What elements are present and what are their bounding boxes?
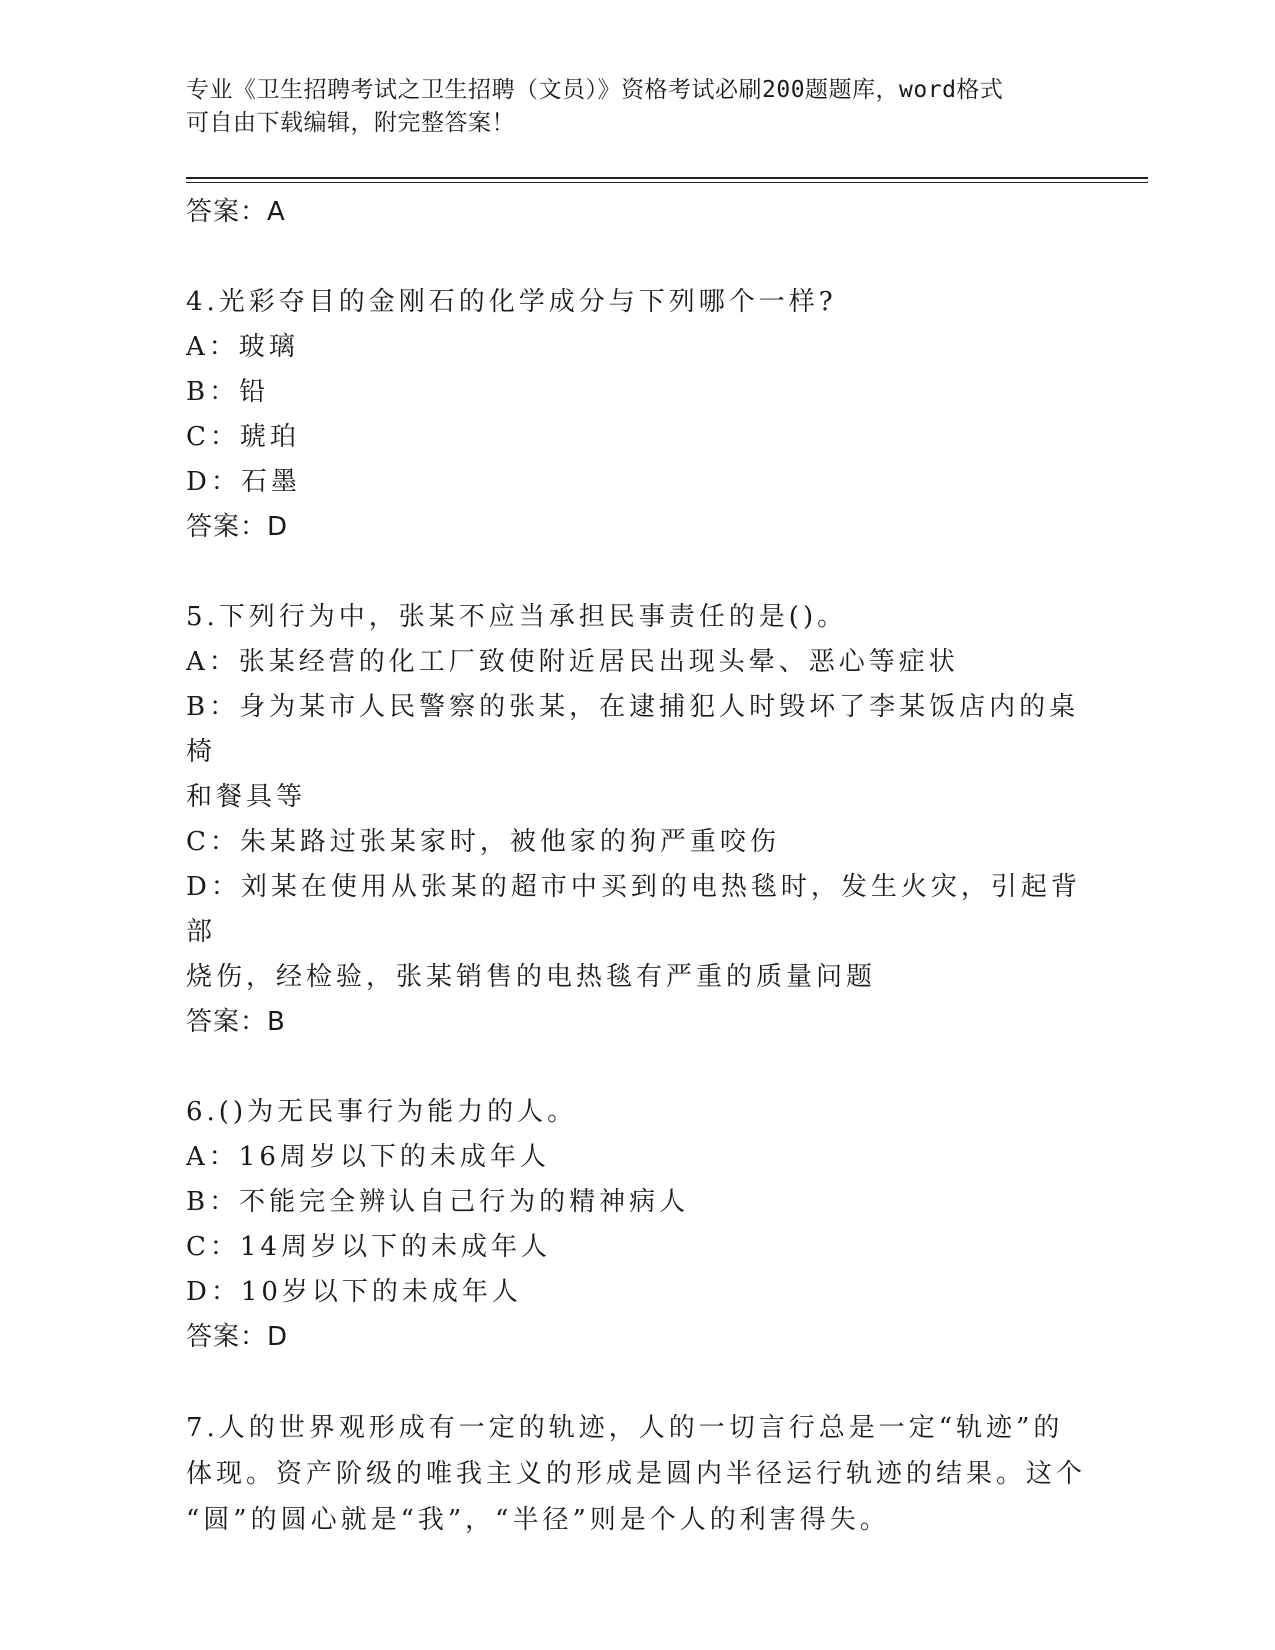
option-c: C：朱某路过张某家时，被他家的狗严重咬伤 [186, 827, 780, 857]
header-rule-thin [186, 182, 1148, 183]
option-d-line-1: D：刘某在使用从张某的超市中买到的电热毯时，发生火灾，引起背部 [186, 872, 1081, 947]
spacer [186, 1360, 1086, 1405]
question-stem: 4.光彩夺目的金刚石的化学成分与下列哪个一样? [186, 287, 837, 317]
option-c: C：14周岁以下的未成年人 [186, 1232, 551, 1262]
question-list [186, 190, 1086, 1543]
header-line-1: 专业《卫生招聘考试之卫生招聘（文员）》资格考试必刷200题题库，word格式 [186, 77, 1004, 103]
header-rule-thick [186, 177, 1148, 179]
option-d-line-2: 烧伤，经检验，张某销售的电热毯有严重的质量问题 [186, 962, 877, 992]
option-c: C：琥珀 [186, 422, 300, 452]
question-5 [186, 595, 1086, 1045]
question-stem: 6.()为无民事行为能力的人。 [186, 1097, 578, 1127]
question-4 [186, 280, 1086, 550]
option-d: D：10岁以下的未成年人 [186, 1277, 522, 1307]
answer-previous: 答案：A [186, 197, 286, 227]
option-b: B：不能完全辨认自己行为的精神病人 [186, 1187, 690, 1217]
question-stem-line-1: 7.人的世界观形成有一定的轨迹，人的一切言行总是一定“轨迹”的 [186, 1413, 1064, 1443]
question-6 [186, 1090, 1086, 1360]
option-a: A：16周岁以下的未成年人 [186, 1142, 550, 1172]
spacer [186, 1045, 1086, 1090]
answer: 答案：D [186, 1322, 289, 1352]
option-a: A：张某经营的化工厂致使附近居民出现头晕、恶心等症状 [186, 647, 959, 677]
document-header [186, 74, 1086, 140]
header-line-2: 可自由下载编辑，附完整答案！ [186, 110, 515, 136]
option-a: A：玻璃 [186, 332, 299, 362]
question-7 [186, 1405, 1086, 1543]
spacer [186, 550, 1086, 595]
question-stem: 5.下列行为中，张某不应当承担民事责任的是()。 [186, 602, 848, 632]
option-b-line-1: B：身为某市人民警察的张某，在逮捕犯人时毁坏了李某饭店内的桌椅 [186, 692, 1080, 767]
answer: 答案：B [186, 1007, 286, 1037]
answer: 答案：D [186, 512, 289, 542]
option-b: B：铅 [186, 377, 270, 407]
question-stem-line-3: “圆”的圆心就是“我”，“半径”则是个人的利害得失。 [186, 1505, 890, 1535]
option-d: D：石墨 [186, 467, 301, 497]
question-stem-line-2: 体现。资产阶级的唯我主义的形成是圆内半径运行轨迹的结果。这个 [186, 1459, 1087, 1489]
option-b-line-2: 和餐具等 [186, 782, 307, 812]
spacer [186, 235, 1086, 280]
